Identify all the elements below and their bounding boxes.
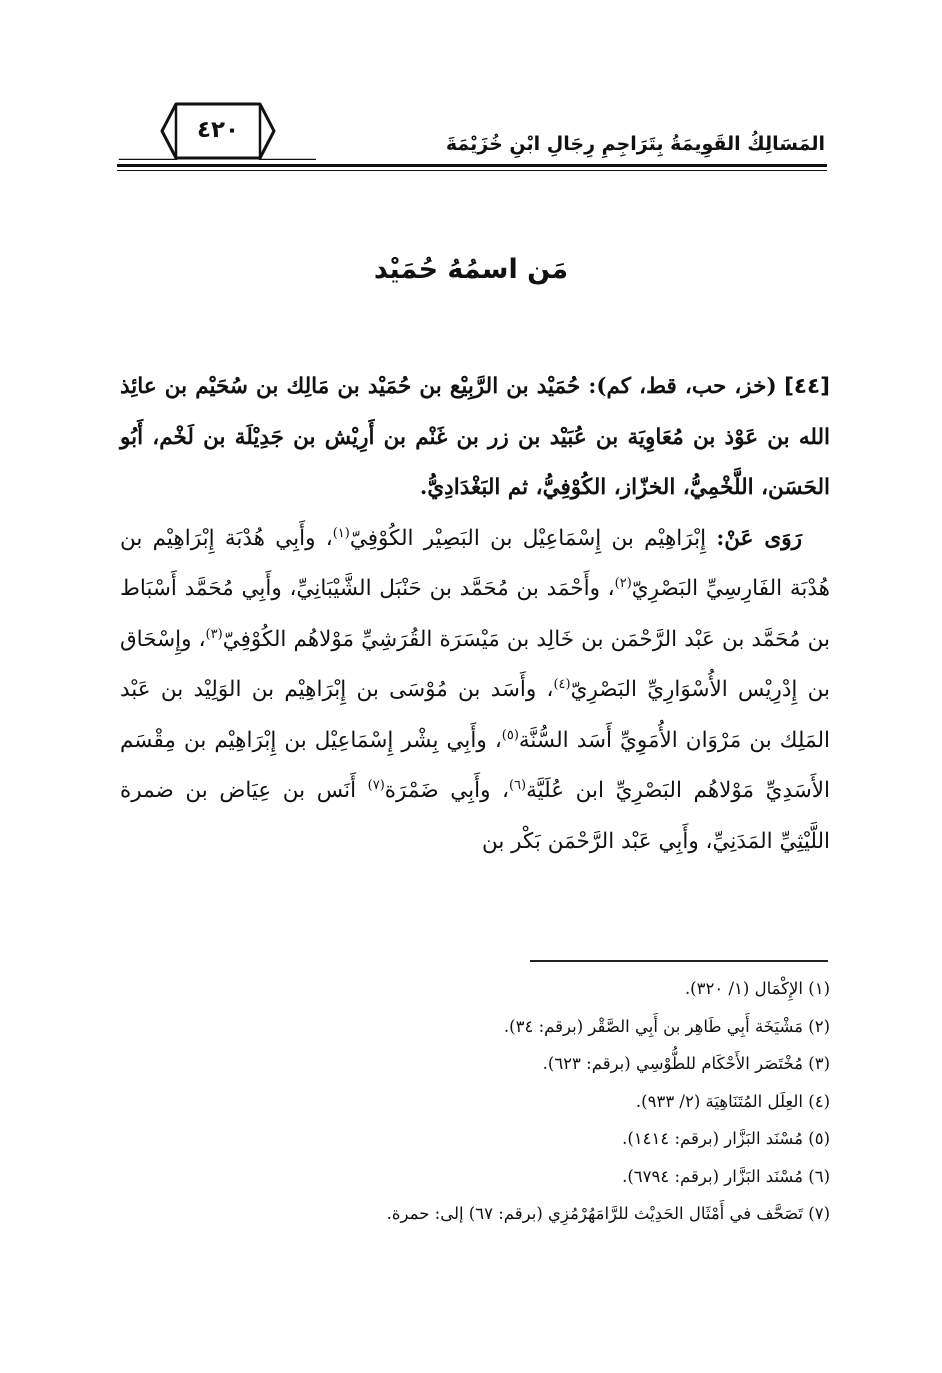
running-header xyxy=(117,100,827,180)
narration-text: ، وأَبِي بِشْر إِسْمَاعِيْل بن إِبْرَاهِيْم بن مِقْسَم الأَسَدِيِّ مَوْلاهُم البَصْرِيِّ ابن عُلَيَّة xyxy=(120,727,830,803)
footnotes xyxy=(120,970,830,1233)
entry-body xyxy=(120,362,830,867)
footnote-ref: (٥) xyxy=(501,727,519,743)
header-rule-thin xyxy=(117,170,827,171)
footnote-ref: (٦) xyxy=(508,777,527,793)
narration-text: ، وأَبِي هُدْبَة إِبْرَاهِيْم بن هُدْبَة الفَارِسِيِّ البَصْرِيّ xyxy=(120,525,831,601)
footnote: (٥) مُسْنَد البَزَّار (برقم: ١٤١٤). xyxy=(622,1129,830,1148)
narration-paragraph xyxy=(120,514,830,868)
entry-heading: (خز، حب، قط، كم): حُمَيْد بن الرَّبِيْع بن حُمَيْد بن مَالِك بن سُحَيْم بن عائِذ الله بن عَوْذ بن مُعَاوِيَة بن عُبَيْد بن زر بن غَنْم بن أَرِيْش بن جَدِيْلَة بن لَخْم، أَبُو الحَسَن، اللَّخْمِيُّ، الخزّاز، الكُوْفِيُّ، ثم البَغْدَادِيُّ. xyxy=(120,374,830,500)
page-number-badge xyxy=(118,102,318,160)
footnote-ref: (٢) xyxy=(614,575,632,591)
header-rule xyxy=(117,164,827,167)
footnote-ref: (٤) xyxy=(553,676,571,692)
footnote: (١) الإِكْمَال (١/ ٣٢٠). xyxy=(684,979,830,998)
footnote-ref: (١) xyxy=(332,525,350,541)
narration-text: ، وأَحْمَد بن مُحَمَّد بن حَنْبَل الشَّيْبَانِيِّ، وأَبِي مُحَمَّد أَسْبَاط بن مُحَمَّد بن عَبْد الرَّحْمَن بن خَالِد بن مَيْسَرَة القُرَشِيِّ مَوْلاهُم الكُوْفِيّ xyxy=(120,576,830,652)
footnote-ref: (٧) xyxy=(367,777,385,793)
page-number: ٤٢٠ xyxy=(196,117,240,143)
entry-paragraph xyxy=(120,362,830,514)
footnote: (٦) مُسْنَد البَزَّار (برقم: ٦٧٩٤). xyxy=(622,1166,830,1186)
narration-text: أَنَس بن عِيَاض بن ضمرة اللَّيْثِيِّ المَدَنِيِّ، وأَبِي عَبْد الرَّحْمَن بَكْر بن xyxy=(120,778,830,854)
footnote-ref: (٣) xyxy=(205,626,223,642)
footnote: (٣) مُخْتَصَر الأَحْكَام للطُّوْسِي (برقم: ٦٢٣). xyxy=(542,1054,830,1073)
narration-text: ، وأَبِي ضَمْرَة xyxy=(384,778,509,803)
narration-intro: رَوَى عَنْ: xyxy=(716,525,802,551)
book-title: المَسَالِكُ القَوِيمَةُ بِتَرَاجِمِ رِجَالِ ابْنِ خُزَيْمَةَ xyxy=(445,133,825,155)
section-heading: مَن اسمُهُ حُمَيْد xyxy=(373,254,569,285)
narration-text: إِبْرَاهِيْم بن إِسْمَاعِيْل بن البَصِيْر الكُوْفِيّ xyxy=(349,525,717,551)
narration-text: ، وإِسْحَاق بن إِدْرِيْس الأُسْوَارِيِّ البَصْرِيّ xyxy=(120,626,830,702)
footnote-separator xyxy=(530,960,828,962)
footnote: (٤) العِلَل المُتَنَاهِيَة (٢/ ٩٣٣). xyxy=(635,1091,830,1111)
footnote: (٧) تَصَحَّف في أَمْثَال الحَدِيْث للرَّامَهُرْمُزِي (برقم: ٦٧) إلى: حمرة. xyxy=(386,1204,830,1223)
narration-text: ، وأَسَد بن مُوْسَى بن إِبْرَاهِيْم بن الوَلِيْد بن عَبْد المَلِك بن مَرْوَان الأُمَوِيِّ أَسَد السُّنَّة xyxy=(120,677,830,753)
footnote: (٢) مَشْيَخَة أَبِي طَاهِر بن أَبِي الصَّقْر (برقم: ٣٤). xyxy=(503,1016,830,1036)
entry-number: [٤٤] xyxy=(784,374,830,399)
